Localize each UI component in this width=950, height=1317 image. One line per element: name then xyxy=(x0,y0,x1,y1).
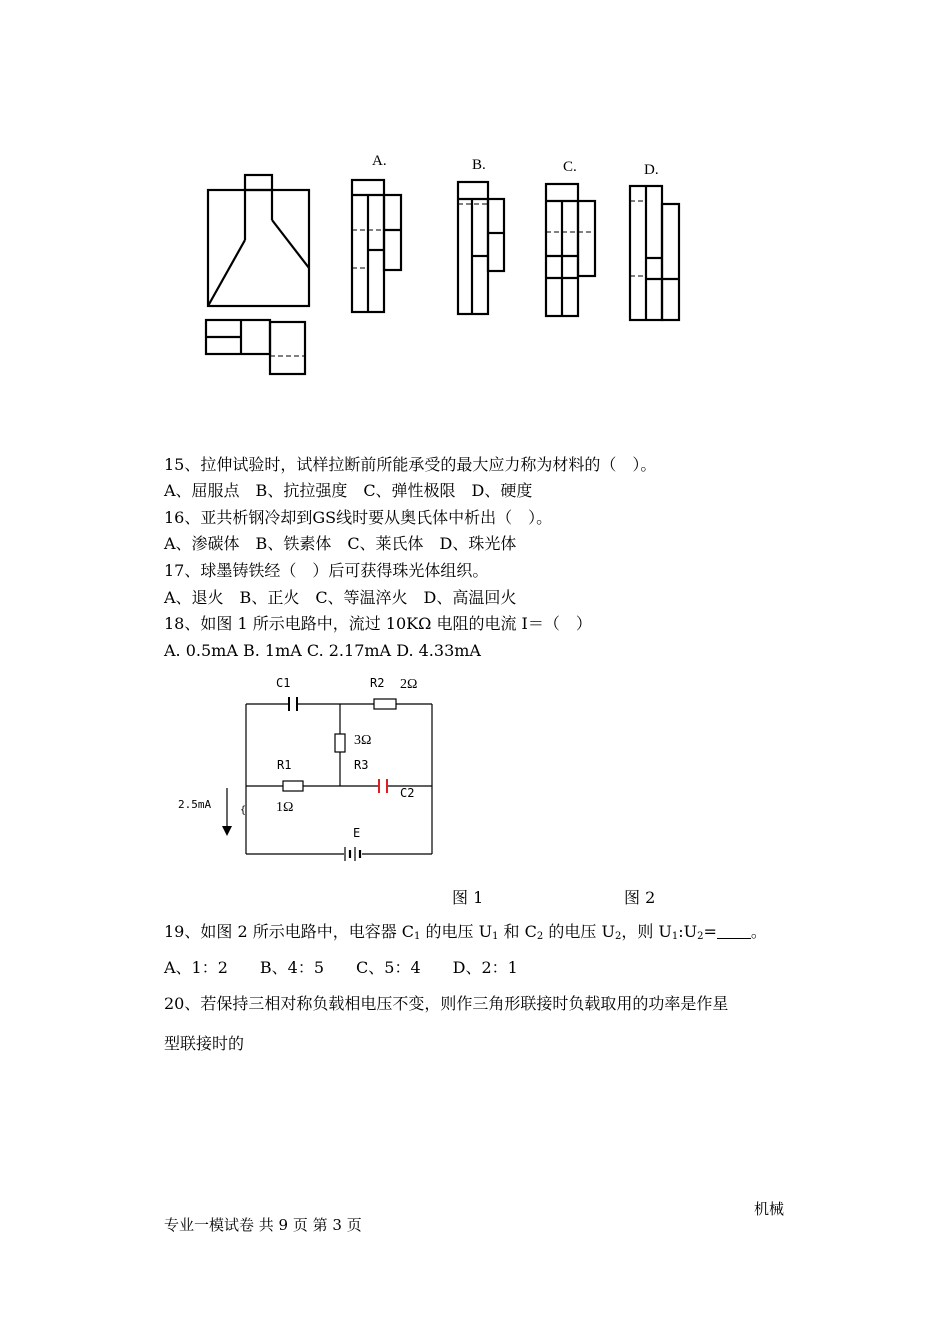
circuit-diagram xyxy=(170,670,470,865)
footer-left: 专业一模试卷 共 9 页 第 3 页 xyxy=(164,1216,362,1234)
main-top-view xyxy=(206,320,305,374)
option-c-view xyxy=(546,184,595,316)
label-current: 2.5mA xyxy=(178,798,212,811)
resistor-r1 xyxy=(283,781,303,791)
label-r1: R1 xyxy=(277,758,292,772)
option-c-label: C. xyxy=(563,159,577,175)
question-20-line-2: 型联接时的 xyxy=(164,1034,245,1053)
question-19-options: A、1：2 B、4：5 C、5：4 D、2：1 xyxy=(164,958,518,977)
three-view-figure xyxy=(195,150,695,390)
resistor-3ohm xyxy=(335,734,345,752)
label-c2: C2 xyxy=(400,786,415,800)
label-e: E xyxy=(353,826,361,840)
question-19: 19、如图 2 所示电路中，电容器 $C_1$ 的电压 $U_1$ 和 $C_2$ 的电压 $U_2$，则 $U_1:U_2=$ 。 xyxy=(164,922,767,942)
resistor-r2 xyxy=(374,699,396,709)
footer-right: 机械 xyxy=(754,1200,785,1218)
caption-figure-1: 图 1 xyxy=(452,888,484,907)
label-3ohm: 3Ω xyxy=(354,733,372,748)
question-16: 16、亚共析钢冷却到GS线时要从奥氏体中析出（ ）。 xyxy=(164,508,553,527)
label-r2-value: 2Ω xyxy=(400,677,418,692)
question-20-line-1: 20、若保持三相对称负载相电压不变，则作三角形联接时负载取用的功率是作星 xyxy=(164,994,729,1013)
question-18-options: A. 0.5mA B. 1mA C. 2.17mA D. 4.33mA xyxy=(164,641,481,660)
question-18: 18、如图 1 所示电路中，流过 10KΩ 电阻的电流 I＝（ ） xyxy=(164,614,592,633)
label-r2: R2 xyxy=(370,676,385,690)
question-15: 15、拉伸试验时，试样拉断前所能承受的最大应力称为材料的（ ）。 xyxy=(164,455,657,474)
question-17: 17、球墨铸铁经（ ）后可获得珠光体组织。 xyxy=(164,561,489,580)
option-a-view xyxy=(352,180,401,312)
option-d-view xyxy=(630,186,679,320)
svg-text:{: { xyxy=(240,805,247,816)
label-c1: C1 xyxy=(276,676,291,690)
battery-e xyxy=(345,847,360,861)
option-b-view xyxy=(458,182,504,314)
question-16-options: A、渗碳体 B、铁素体 C、莱氏体 D、珠光体 xyxy=(164,534,517,553)
option-d-label: D. xyxy=(644,162,659,178)
question-15-options: A、屈服点 B、抗拉强度 C、弹性极限 D、硬度 xyxy=(164,481,533,500)
answer-blank xyxy=(717,924,751,939)
capacitor-c2 xyxy=(379,779,387,793)
caption-figure-2: 图 2 xyxy=(624,888,656,907)
capacitor-c1 xyxy=(289,697,297,711)
option-a-label: A. xyxy=(372,153,387,169)
option-b-label: B. xyxy=(472,157,486,173)
label-r1-value: 1Ω xyxy=(276,800,294,815)
label-r3: R3 xyxy=(354,758,369,772)
main-front-view xyxy=(208,175,309,306)
question-17-options: A、退火 B、正火 C、等温淬火 D、高温回火 xyxy=(164,588,517,607)
